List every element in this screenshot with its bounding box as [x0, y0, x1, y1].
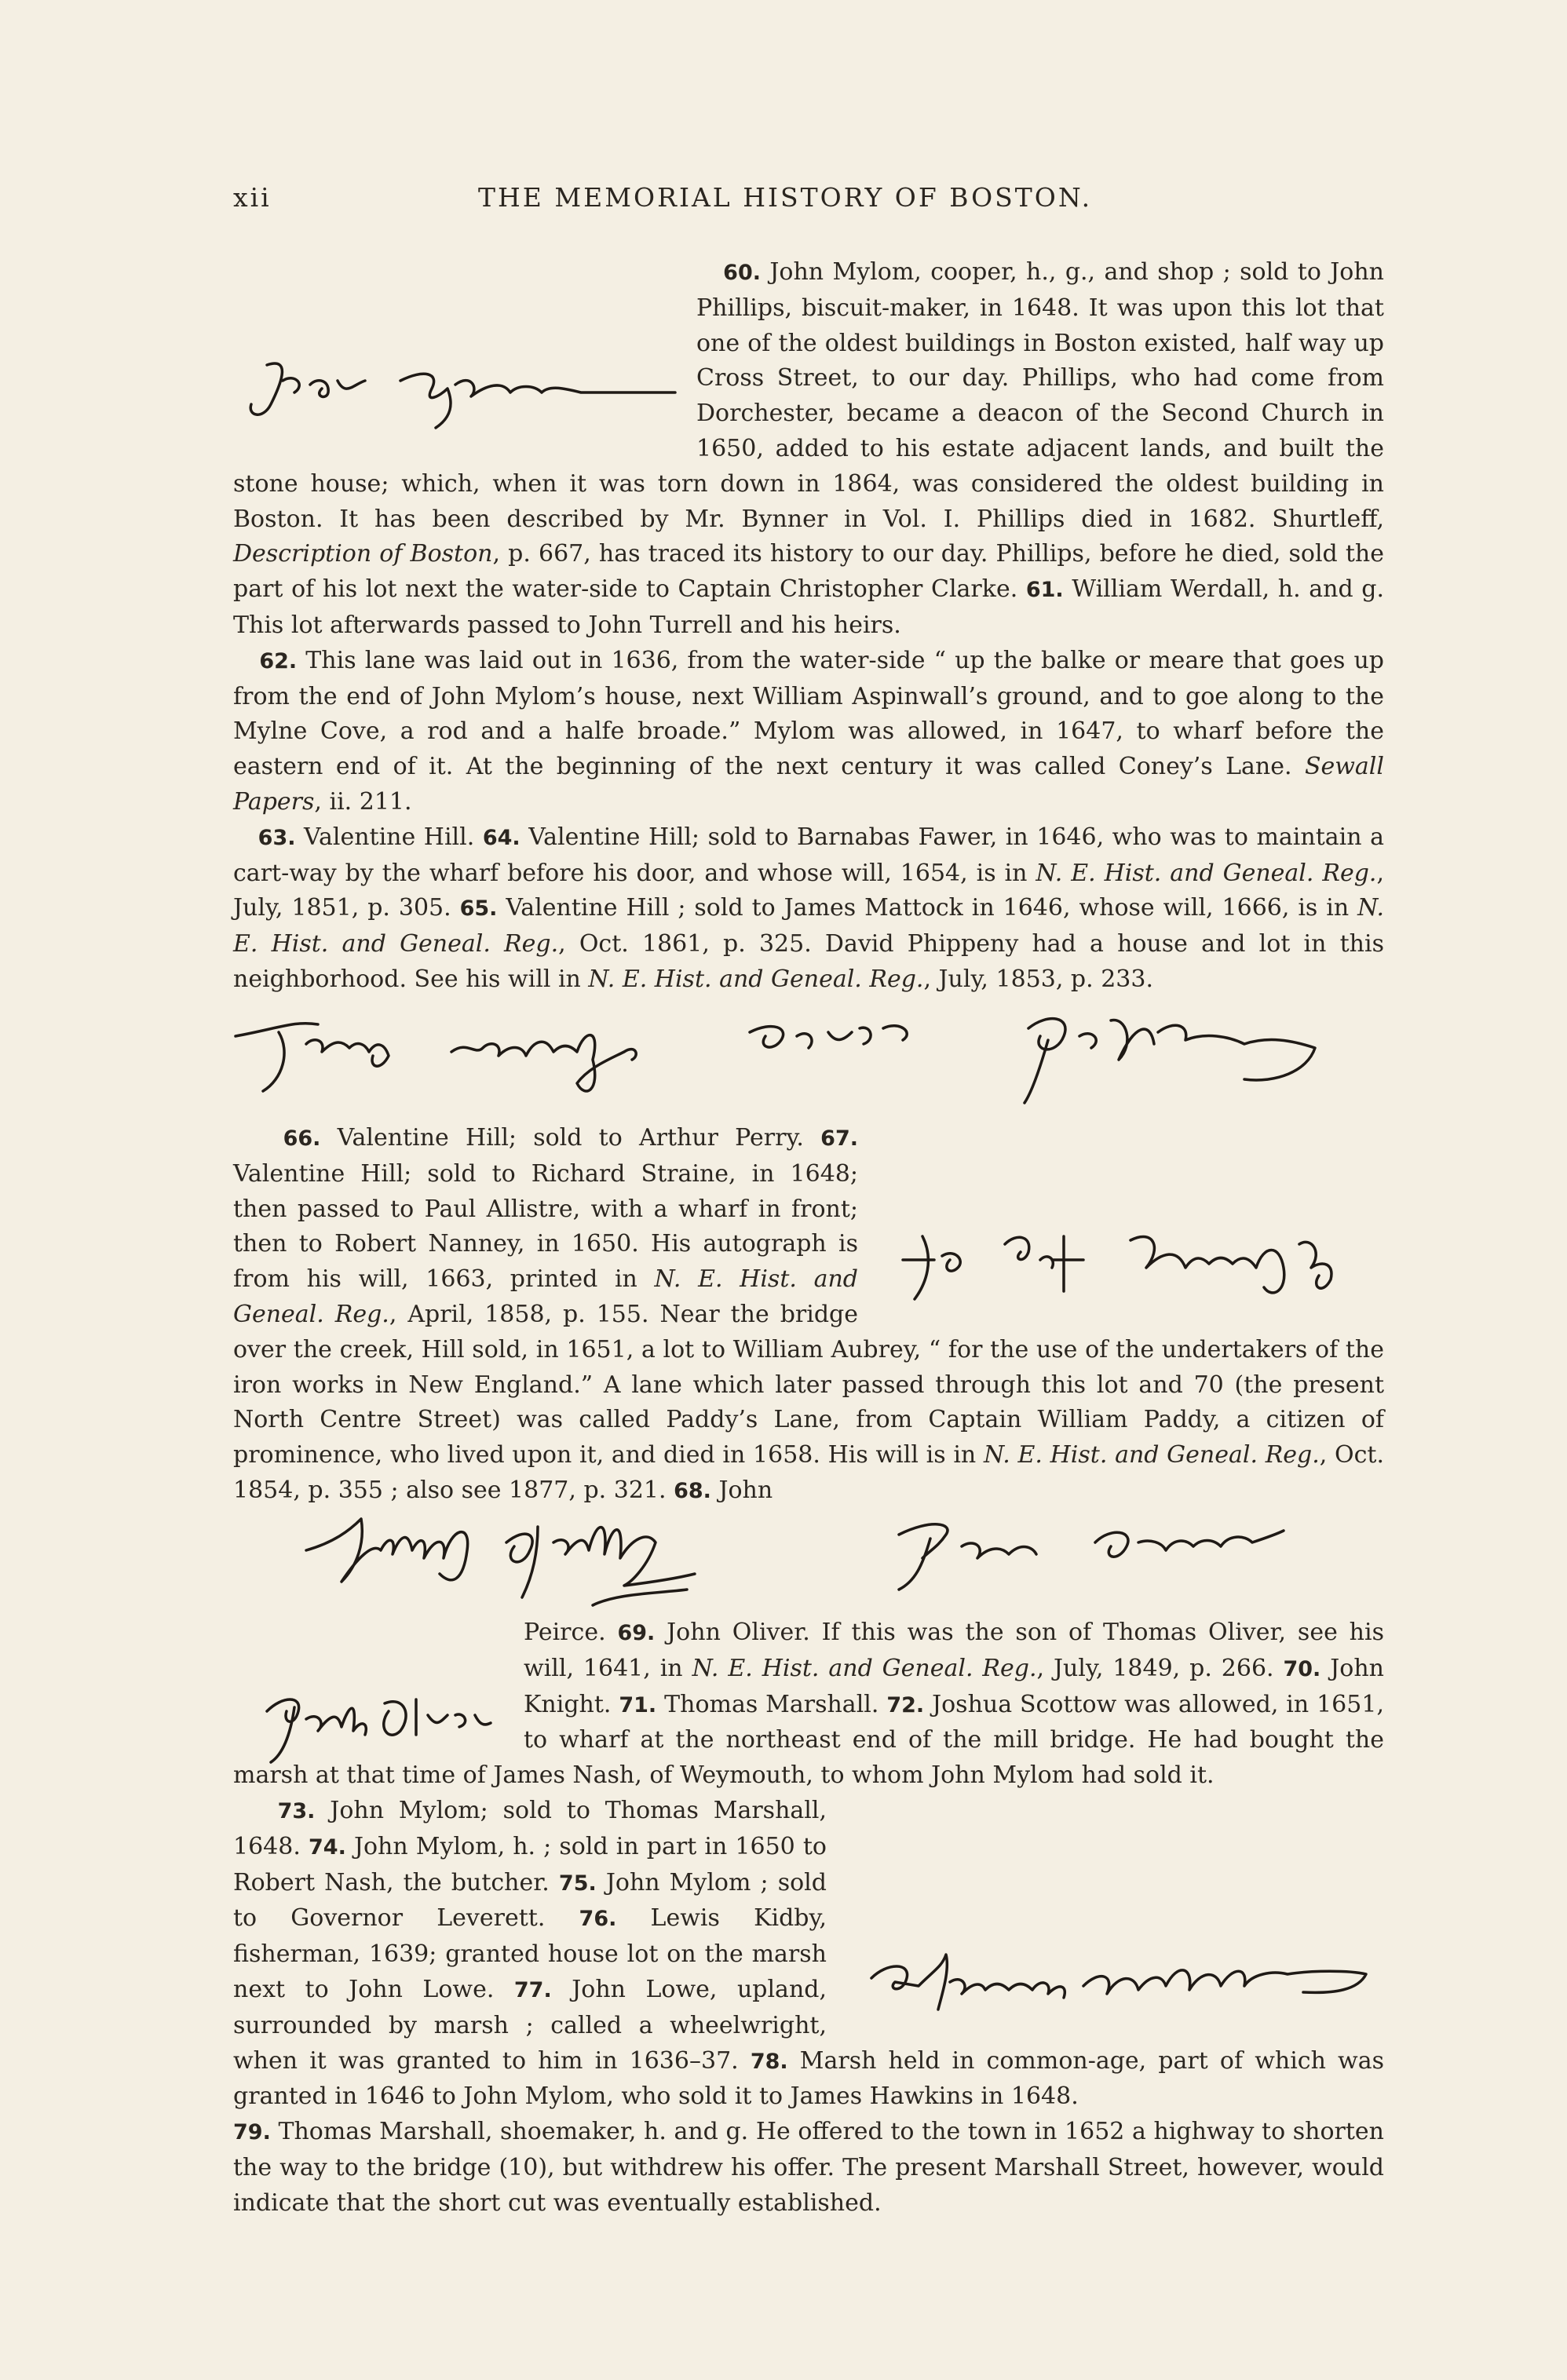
entry-text: Thomas Marshall. [656, 1690, 887, 1718]
entry-text: Lewis Kidby, fisherman, 1639; granted house lot on the marsh next to John Lowe. [233, 1904, 827, 2003]
citation: N. E. Hist. and Geneal. Reg. [1036, 859, 1377, 887]
entry-text: Joshua Scottow was allowed, in 1651, to wharf at the northeast end of the mill bridge. He had bought the marsh at that time of James Nash, of Weymouth, to whom John Mylom had sold it. [233, 1690, 1384, 1790]
entry-text: Valentine Hill; sold to Richard Straine, in 1648; then passed to Paul Allistre, with a wharf in front; then to Robert Nanney, in 1650. His autograph is from his will, 1663, printed in [233, 1159, 858, 1294]
running-title: THE MEMORIAL HISTORY OF BOSTON. [478, 182, 1093, 213]
entry-number: 64. [482, 825, 521, 850]
entry-text: John Mylom, cooper, h., g., and shop ; sold to John Phillips, biscuit-maker, in 1648. It was upon this lot that one of the oldest buildings in Boston existed, half way up Cross Street, to our day. Phillips, who had come from Dorchester, became a deacon of the Second Church in 1650, added to his estate adjacent lands, and built the stone house; which, when it was torn down in 1864, was considered the oldest building in Boston. It has been described by Mr. Bynner in Vol. I. Phillips died in 1682. Shurtleff, [233, 258, 1385, 533]
entry-60 [233, 255, 1384, 644]
entry-text: Valentine Hill. [295, 823, 483, 851]
signature-image [236, 349, 683, 436]
signature-image [259, 1680, 495, 1766]
entry-number: 67. [820, 1126, 858, 1151]
entry-text: , April, 1858, p. 155. Near the bridge over the creek, Hill sold, in 1651, a lot to William Aubrey, “ for the use of the undertakers of the iron works in New England.” A lane which later passed through this lot and 70 (the present North Centre Street) was called Paddy’s Lane, from Captain William Paddy, a citizen of prominence, who lived upon it, and died in 1658. His will is in [233, 1300, 1384, 1469]
entry-number: 74. [309, 1834, 346, 1860]
entry-text: John Mylom; sold to Thomas Marshall, 1648. [233, 1796, 827, 1860]
entry-text: John Mylom, h. ; sold in part in 1650 to Robert Nash, the butcher. [233, 1832, 827, 1896]
signature-image [232, 997, 1393, 1107]
entry-number: 62. [259, 648, 298, 673]
citation: N. E. Hist. and Geneal. Reg. [588, 965, 924, 993]
entry-text: John Oliver. If this was the son of Thomas Oliver, see his will, 1641, in [524, 1619, 1384, 1682]
entry-number: 77. [513, 1977, 552, 2002]
citation: N. E. Hist. and Geneal. Reg. [233, 894, 1384, 958]
entry-text: , July, 1853, p. 233. [923, 965, 1153, 993]
running-header [233, 182, 1384, 214]
entry-text: , July, 1851, p. 305. [233, 859, 1384, 922]
signature-row-mattock-phippeny [232, 997, 1393, 1107]
signature-row-paddy-peirce [302, 1495, 1331, 1621]
entry-text: William Werdall, h. and g. This lot afterwards passed to John Turrell and his heirs. [233, 575, 1384, 639]
entry-text: Valentine Hill; sold to Arthur Perry. [320, 1124, 821, 1152]
entry-text: Valentine Hill; sold to Barnabas Fawer, in 1646, who was to maintain a cart-way by the wharf before his door, and whose will, 1654, is in [233, 823, 1384, 887]
entry-number: 63. [258, 825, 296, 850]
citation: Description of Boston [233, 540, 493, 568]
entry-text: John Mylom ; sold to Governor Leverett. [233, 1868, 827, 1933]
citation: N. E. Hist. and Geneal. Reg. [692, 1654, 1037, 1682]
entry-79 [233, 2115, 1384, 2221]
entry-text: , ii. 211. [314, 787, 412, 816]
signature-image [302, 1495, 1331, 1621]
entry-text: John [710, 1476, 773, 1504]
entry-number: 68. [674, 1478, 711, 1503]
entry-text: , Oct. 1861, p. 325. David Phippeny had a house and lot in this neighborhood. See his will in [233, 930, 1384, 993]
entry-number: 66. [283, 1126, 321, 1151]
entry-text: John Lowe, upland, surrounded by marsh ; called a wheelwright, when it was granted to him in 1636–37. [233, 1975, 827, 2075]
citation: Sewall Papers [233, 753, 1384, 816]
signature-john-oliver [259, 1680, 495, 1766]
entry-text: Valentine Hill ; sold to James Mattock in 1646, whose will, 1666, is in [497, 894, 1358, 922]
signature-thomas-marshall [864, 1939, 1374, 2025]
entry-number: 65. [459, 896, 498, 922]
entry-62 [233, 644, 1384, 820]
page-number: xii [233, 182, 272, 213]
signature-image [864, 1939, 1374, 2025]
entry-number: 72. [886, 1692, 925, 1717]
entry-number: 69. [617, 1621, 656, 1645]
signature-john-mylom [236, 349, 683, 436]
entry-number: 61. [1025, 578, 1064, 603]
entry-66-68 [233, 1121, 1384, 1509]
entry-63-65 [233, 820, 1384, 998]
entries-66-68 [233, 1121, 1384, 1509]
entry-text: Thomas Marshall, shoemaker, h. and g. He offered to the town in 1652 a highway to shorten the way to the bridge (10), but withdrew his offer. The present Marshall Street, however, would indicate that the short cut was eventually established. [233, 2118, 1384, 2217]
citation: N. E. Hist. and Geneal. Reg. [233, 1265, 858, 1328]
entry-number: 78. [750, 2049, 788, 2074]
entry-number: 71. [619, 1692, 657, 1717]
entry-number: 70. [1283, 1656, 1321, 1681]
entry-text: John Knight. [524, 1654, 1384, 1718]
signature-image [895, 1213, 1390, 1307]
entry-text: , Oct. 1854, p. 355 ; also see 1877, p. 321. [233, 1441, 1385, 1504]
entry-text: , July, 1849, p. 266. [1036, 1654, 1284, 1682]
entry-number: 75. [558, 1871, 597, 1896]
signature-robert-nanney [895, 1213, 1390, 1307]
citation: N. E. Hist. and Geneal. Reg. [983, 1441, 1320, 1469]
entry-text: , p. 667, has traced its history to our day. Phillips, before he died, sold the part of his lot next the water-side to Captain Christopher Clarke. [233, 540, 1384, 604]
entry-text: This lane was laid out in 1636, from the water-side “ up the balke or meare that goes up from the end of John Mylom’s house, next William Aspinwall’s ground, and to goe along to the Mylne Cove, a rod and a halfe broade.” Mylom was allowed, in 1647, to wharf before the eastern end of it. At the beginning of the next century it was called Coney’s Lane. [233, 646, 1384, 781]
entry-number: 76. [579, 1907, 617, 1932]
entry-number: 73. [277, 1798, 316, 1823]
entry-text: Marsh held in common-age, part of which was granted in 1646 to John Mylom, who sold it to James Hawkins in 1648. [233, 2046, 1384, 2111]
entry-text: Peirce. [524, 1619, 618, 1646]
entry-number: 60. [723, 261, 761, 285]
entry-number: 79. [233, 2120, 271, 2145]
